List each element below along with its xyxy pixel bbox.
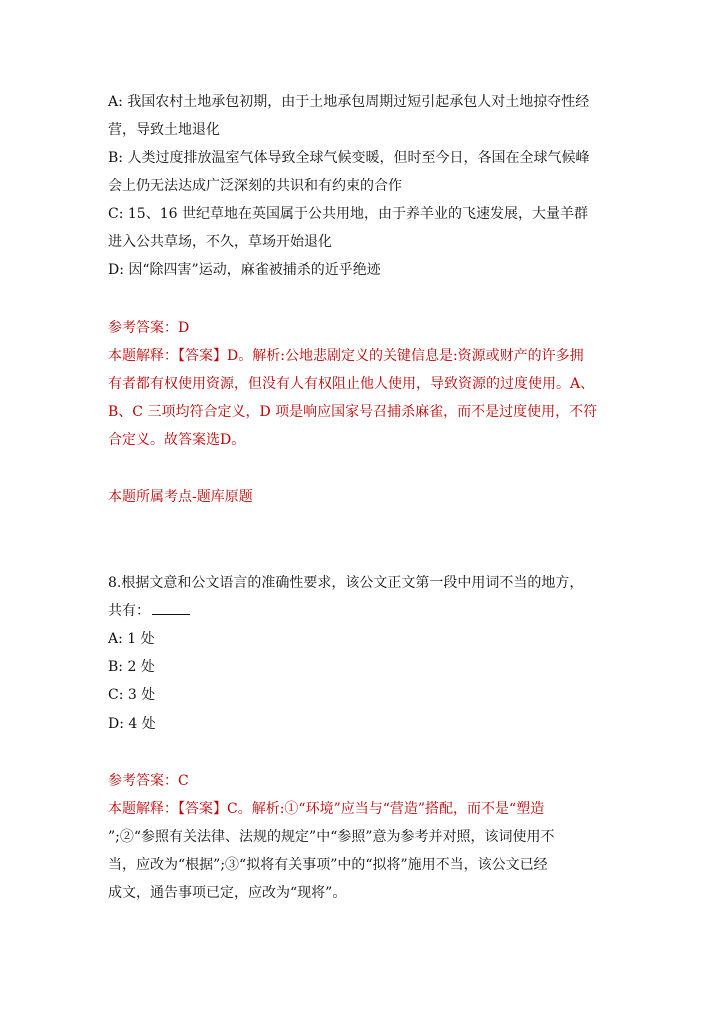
q7-option-a-line2: 营，导致土地退化 bbox=[108, 122, 220, 138]
q8-question-line2 bbox=[108, 602, 190, 620]
q8-option-a: A: 1 处 bbox=[108, 631, 155, 647]
q8-option-d: D: 4 处 bbox=[108, 716, 156, 732]
q7-explanation-line1: 本题解释：【答案】D。解析:公地悲剧定义的关键信息是:资源或财产的许多拥 bbox=[108, 348, 584, 364]
q8-question-line1: 8.根据文意和公文语言的准确性要求，该公文正文第一段中用词不当的地方， bbox=[108, 575, 584, 591]
q7-answer: 参考答案：D bbox=[108, 320, 190, 336]
q7-option-a-line1: A: 我国农村土地承包初期，由于土地承包周期过短引起承包人对土地掠夺性经 bbox=[108, 94, 590, 110]
q7-explanation-line3: B、C 三项均符合定义，D 项是响应国家号召捕杀麻雀，而不是过度使用，不符 bbox=[108, 404, 598, 420]
q8-option-c: C: 3 处 bbox=[108, 687, 156, 703]
q7-explanation-line2: 有者都有权使用资源，但没有人有权阻止他人使用，导致资源的过度使用。A、 bbox=[108, 376, 595, 392]
q7-option-c-line1: C: 15、16 世纪草地在英国属于公共用地，由于养羊业的飞速发展，大量羊群 bbox=[108, 206, 588, 222]
q7-source: 本题所属考点-题库原题 bbox=[108, 489, 253, 505]
q8-explanation-line1: 本题解释：【答案】C。解析:①“环境”应当与“营造”搭配，而不是“塑造 bbox=[108, 801, 545, 817]
q8-explanation-line4: 成文，通告事项已定，应改为“现将”。 bbox=[108, 885, 347, 901]
q8-explanation-line3: 当，应改为“根据”;③“拟将有关事项”中的“拟将”施用不当，该公文已经 bbox=[108, 857, 548, 873]
answer-blank bbox=[152, 602, 190, 615]
q7-option-c-line2: 进入公共草场，不久，草场开始退化 bbox=[108, 234, 332, 250]
q8-answer: 参考答案：C bbox=[108, 773, 189, 789]
q7-option-b-line2: 会上仍无法达成广泛深刻的共识和有约束的合作 bbox=[108, 178, 402, 194]
q7-option-b-line1: B: 人类过度排放温室气体导致全球气候变暖，但时至今日，各国在全球气候峰 bbox=[108, 150, 590, 166]
q8-question-line2-text: 共有： bbox=[108, 603, 150, 619]
q8-option-b: B: 2 处 bbox=[108, 659, 155, 675]
q8-explanation-line2: ”;②“参照有关法律、法规的规定”中“参照”意为参考并对照，该词使用不 bbox=[108, 829, 555, 845]
q7-option-d-line1: D: 因“除四害”运动，麻雀被捕杀的近乎绝迹 bbox=[108, 262, 381, 278]
q7-explanation-line4: 合定义。故答案选D。 bbox=[108, 432, 246, 448]
